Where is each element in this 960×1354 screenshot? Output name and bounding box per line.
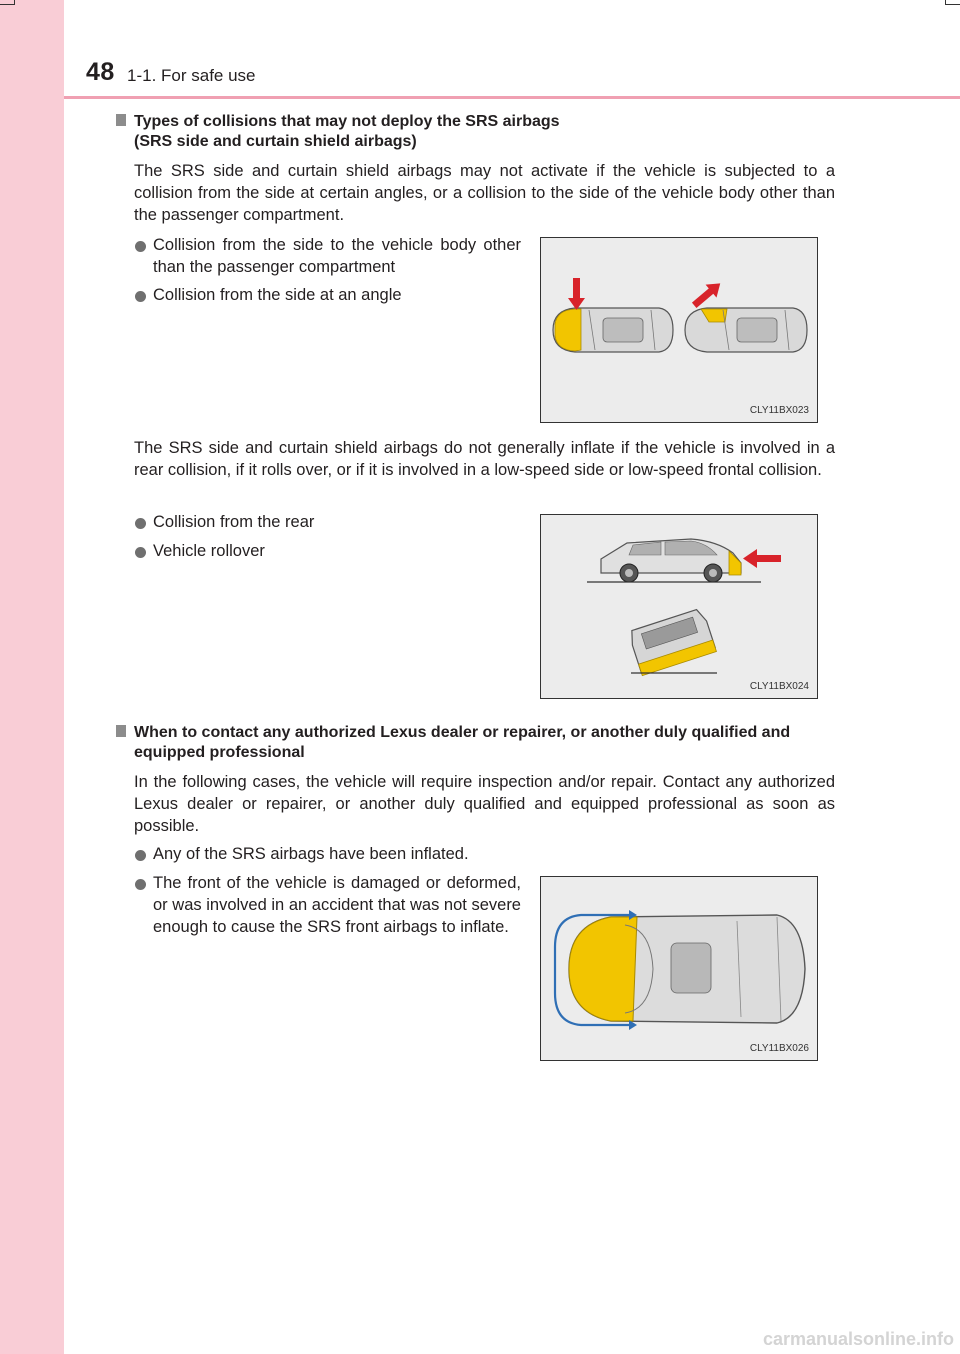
heading-line-1: When to contact any authorized Lexus dealer or repairer, or another duly qualified and xyxy=(134,724,791,741)
header-rule xyxy=(64,96,960,99)
side-band xyxy=(0,0,64,1354)
figure-side-collision xyxy=(540,237,818,423)
paragraph-rear-rollover: The SRS side and curtain shield airbags do not generally inflate if the vehicle is involved in a rear collision, if it rolls over, or if it is involved in a low-speed side or low-speed frontal collision. xyxy=(134,439,835,479)
bullet-text: Any of the SRS airbags have been inflated. xyxy=(153,845,469,863)
heading-square-icon xyxy=(116,114,126,126)
bullet-dot-icon xyxy=(135,291,146,302)
red-arrow-left-icon xyxy=(743,549,781,568)
figure-front-damage xyxy=(540,876,818,1061)
heading-line-2: (SRS side and curtain shield airbags) xyxy=(134,133,417,150)
bullet-text: The front of the vehicle is damaged or deformed, or was involved in an accident that was not severe enough to cause the SRS front airbags to inflate. xyxy=(153,874,521,936)
front-damage-illustration xyxy=(541,877,817,1060)
car-top-view-1 xyxy=(553,308,673,352)
paragraph-inspection: In the following cases, the vehicle will require inspection and/or repair. Contact any authorized Lexus dealer or repairer, or another duly qualified and equipped professional as soon as possible. xyxy=(134,773,835,835)
watermark: carmanualsonline.info xyxy=(762,1329,954,1349)
figure-id: CLY11BX026 xyxy=(749,1043,809,1054)
heading-line-2: equipped professional xyxy=(134,744,305,761)
car-rollover-view xyxy=(628,608,716,676)
figure-id: CLY11BX024 xyxy=(749,681,809,692)
heading-square-icon xyxy=(116,725,126,737)
bullet-dot-icon xyxy=(135,518,146,529)
bullet-item xyxy=(135,540,521,562)
bullet-text: Collision from the side to the vehicle body other than the passenger compartment xyxy=(153,236,521,276)
bullet-dot-icon xyxy=(135,547,146,558)
bullet-text: Collision from the rear xyxy=(153,513,315,531)
side-collision-illustration xyxy=(541,238,817,422)
page-number: 48 xyxy=(86,58,115,86)
bullet-text: Vehicle rollover xyxy=(153,542,265,560)
bullet-dot-icon xyxy=(135,850,146,861)
heading-contact-dealer xyxy=(116,723,846,763)
bullet-item xyxy=(135,234,521,278)
car-side-view xyxy=(601,539,741,582)
bullet-item xyxy=(135,511,521,533)
rear-rollover-illustration xyxy=(541,515,817,698)
crop-mark-right xyxy=(945,0,960,5)
paragraph-side-angle: The SRS side and curtain shield airbags may not activate if the vehicle is subjected to a collision from the side at certain angles, or a collision to the side of the vehicle body other than the passenger compartment. xyxy=(134,162,835,224)
bullet-text: Collision from the side at an angle xyxy=(153,286,402,304)
bullet-item xyxy=(135,843,521,865)
bullet-item xyxy=(135,872,521,938)
figure-rear-rollover xyxy=(540,514,818,699)
red-arrow-down-icon xyxy=(568,278,585,310)
car-top-view-large xyxy=(569,915,805,1023)
bullet-dot-icon xyxy=(135,879,146,890)
red-arrow-diagonal-icon xyxy=(689,277,726,312)
bullet-item xyxy=(135,284,521,306)
heading-collision-types xyxy=(116,112,560,152)
figure-id: CLY11BX023 xyxy=(749,405,809,416)
bullet-dot-icon xyxy=(135,241,146,252)
heading-line-1: Types of collisions that may not deploy the SRS airbags xyxy=(134,113,560,130)
section-title: 1-1. For safe use xyxy=(127,66,256,85)
car-top-view-2 xyxy=(685,308,807,352)
crop-mark-left xyxy=(0,0,15,5)
